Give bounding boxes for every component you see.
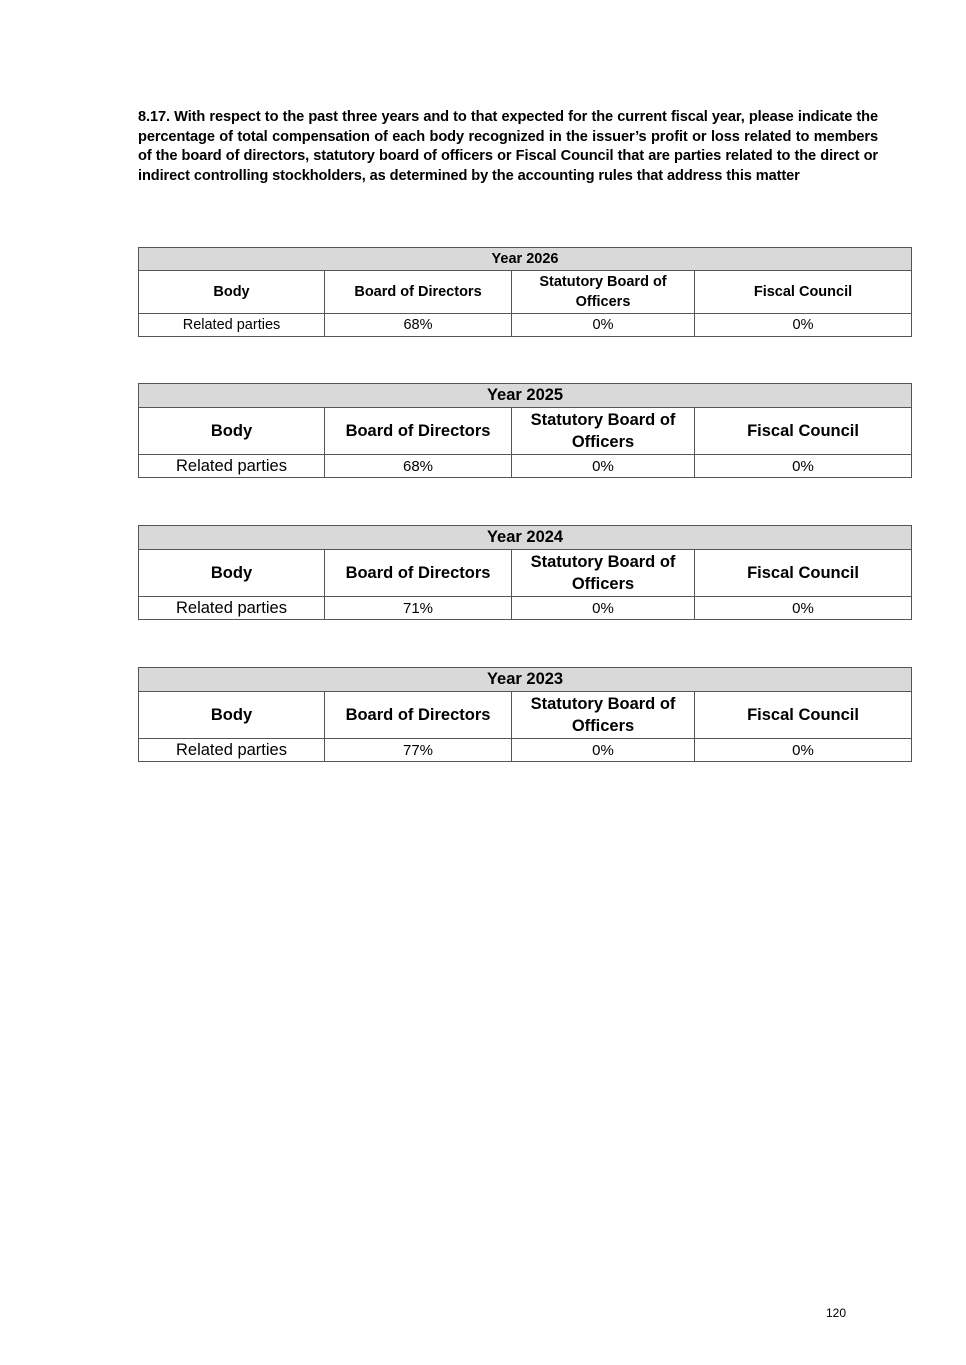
page-number: 120	[826, 1306, 847, 1320]
row-label: Related parties	[139, 314, 325, 337]
column-header-statutory-board: Statutory Board of Officers	[512, 550, 695, 597]
compensation-table-2023	[138, 667, 912, 762]
column-header-board-of-directors: Board of Directors	[325, 692, 512, 739]
compensation-table-2025	[138, 383, 912, 478]
row-label: Related parties	[139, 455, 325, 478]
section-heading: 8.17. With respect to the past three years and to that expected for the current fiscal year, please indicate the percentage of total compensation of each body recognized in the issuer’s profit or loss related to members of the board of directors, statutory board of officers or Fiscal Council that are parties related to the direct or indirect controlling stockholders, as determined by the accounting rules that address this matter	[138, 109, 878, 184]
column-header-board-of-directors: Board of Directors	[325, 550, 512, 597]
compensation-table-2024	[138, 525, 912, 620]
column-header-fiscal-council: Fiscal Council	[695, 550, 912, 597]
column-header-board-of-directors: Board of Directors	[325, 271, 512, 314]
table-row	[139, 455, 912, 478]
value-fiscal-council: 0%	[695, 314, 912, 337]
value-statutory-board: 0%	[512, 739, 695, 762]
value-statutory-board: 0%	[512, 314, 695, 337]
column-header-body: Body	[139, 692, 325, 739]
value-statutory-board: 0%	[512, 597, 695, 620]
row-label: Related parties	[139, 597, 325, 620]
column-header-fiscal-council: Fiscal Council	[695, 271, 912, 314]
value-fiscal-council: 0%	[695, 739, 912, 762]
column-header-board-of-directors: Board of Directors	[325, 408, 512, 455]
table-row	[139, 597, 912, 620]
column-header-body: Body	[139, 271, 325, 314]
value-board-of-directors: 68%	[325, 455, 512, 478]
table-row	[139, 314, 912, 337]
table-year-header: Year 2023	[139, 668, 912, 692]
column-header-statutory-board: Statutory Board of Officers	[512, 692, 695, 739]
column-header-fiscal-council: Fiscal Council	[695, 692, 912, 739]
value-fiscal-council: 0%	[695, 597, 912, 620]
row-label: Related parties	[139, 739, 325, 762]
table-year-header: Year 2026	[139, 248, 912, 271]
table-year-header: Year 2024	[139, 526, 912, 550]
column-header-statutory-board: Statutory Board of Officers	[512, 271, 695, 314]
value-board-of-directors: 77%	[325, 739, 512, 762]
column-header-body: Body	[139, 550, 325, 597]
value-fiscal-council: 0%	[695, 455, 912, 478]
value-board-of-directors: 68%	[325, 314, 512, 337]
column-header-fiscal-council: Fiscal Council	[695, 408, 912, 455]
value-board-of-directors: 71%	[325, 597, 512, 620]
table-year-header: Year 2025	[139, 384, 912, 408]
column-header-statutory-board: Statutory Board of Officers	[512, 408, 695, 455]
table-row	[139, 739, 912, 762]
compensation-table-2026	[138, 247, 912, 337]
column-header-body: Body	[139, 408, 325, 455]
value-statutory-board: 0%	[512, 455, 695, 478]
